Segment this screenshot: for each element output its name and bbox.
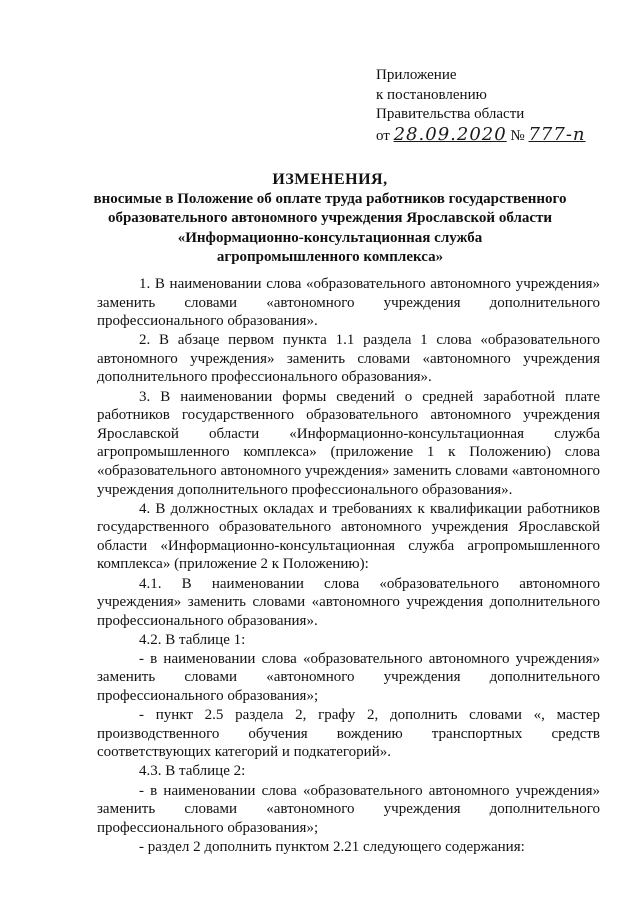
paragraph-2: 2. В абзаце первом пункта 1.1 раздела 1 слова «образовательного автономного учреждения» заменить словами «автономного учреждения дополнительного профессионального образования». <box>97 332 600 386</box>
approval-stamp <box>376 66 586 146</box>
document-body <box>97 275 600 857</box>
stamp-line-date-number <box>376 125 586 147</box>
handwritten-date: 28.09.2020 <box>393 123 507 145</box>
paragraph-4-1: 4.1. В наименовании слова «образовательного автономного учреждения» заменить словами «автономного учреждения дополнительного профессионального образования». <box>97 575 600 629</box>
number-label: № <box>510 127 525 144</box>
document-title <box>80 170 580 268</box>
paragraph-4: 4. В должностных окладах и требованиях к квалификации работников государственного образовательного автономного учреждения Ярославской области «Информационно-консультационная служба агропромышленного комплекса» (приложение 2 к Положению): <box>97 500 600 573</box>
title-line-2: образовательного автономного учреждения Ярославской области <box>107 210 553 226</box>
stamp-line-government: Правительства области <box>376 106 525 122</box>
paragraph-4-3-item-2: - раздел 2 дополнить пунктом 2.21 следующего содержания: <box>139 838 525 855</box>
title-line-4: агропромышленного комплекса» <box>216 249 444 265</box>
title-line-1: вносимые в Положение об оплате труда работников государственного <box>93 190 567 207</box>
paragraph-4-2-item-2: - пункт 2.5 раздела 2, графу 2, дополнить словами «, мастер производственного обучения вождению транспортных средств соответствующих категорий и подкатегорий». <box>97 707 600 761</box>
paragraph-1: 1. В наименовании слова «образовательного автономного учреждения» заменить словами «автономного учреждения дополнительного профессионального образования». <box>97 276 600 330</box>
paragraph-4-2: 4.2. В таблице 1: <box>139 631 246 648</box>
handwritten-number: 777-п <box>528 123 586 145</box>
stamp-line-appendix: Приложение <box>376 67 457 83</box>
title-main: ИЗМЕНЕНИЯ, <box>272 171 388 188</box>
paragraph-4-3-item-1: - в наименовании слова «образовательного автономного учреждения» заменить словами «автономного учреждения дополнительного профессионального образования»; <box>97 782 600 836</box>
stamp-line-resolution: к постановлению <box>376 86 487 103</box>
paragraph-3: 3. В наименовании формы сведений о средней заработной плате работников государственного образовательного автономного учреждения Ярославской области «Информационно-консультационная служба агропромышленного комплекса» (приложение 1 к Положению) слова «образовательного автономного учреждения» заменить словами «автономного учреждения дополнительного профессионального образования». <box>97 388 600 498</box>
paragraph-4-2-item-1: - в наименовании слова «образовательного автономного учреждения» заменить словами «автономного учреждения дополнительного профессионального образования»; <box>97 650 600 705</box>
from-label: от <box>376 127 390 144</box>
paragraph-4-3: 4.3. В таблице 2: <box>139 763 246 780</box>
title-line-3: «Информационно-консультационная служба <box>177 229 483 246</box>
